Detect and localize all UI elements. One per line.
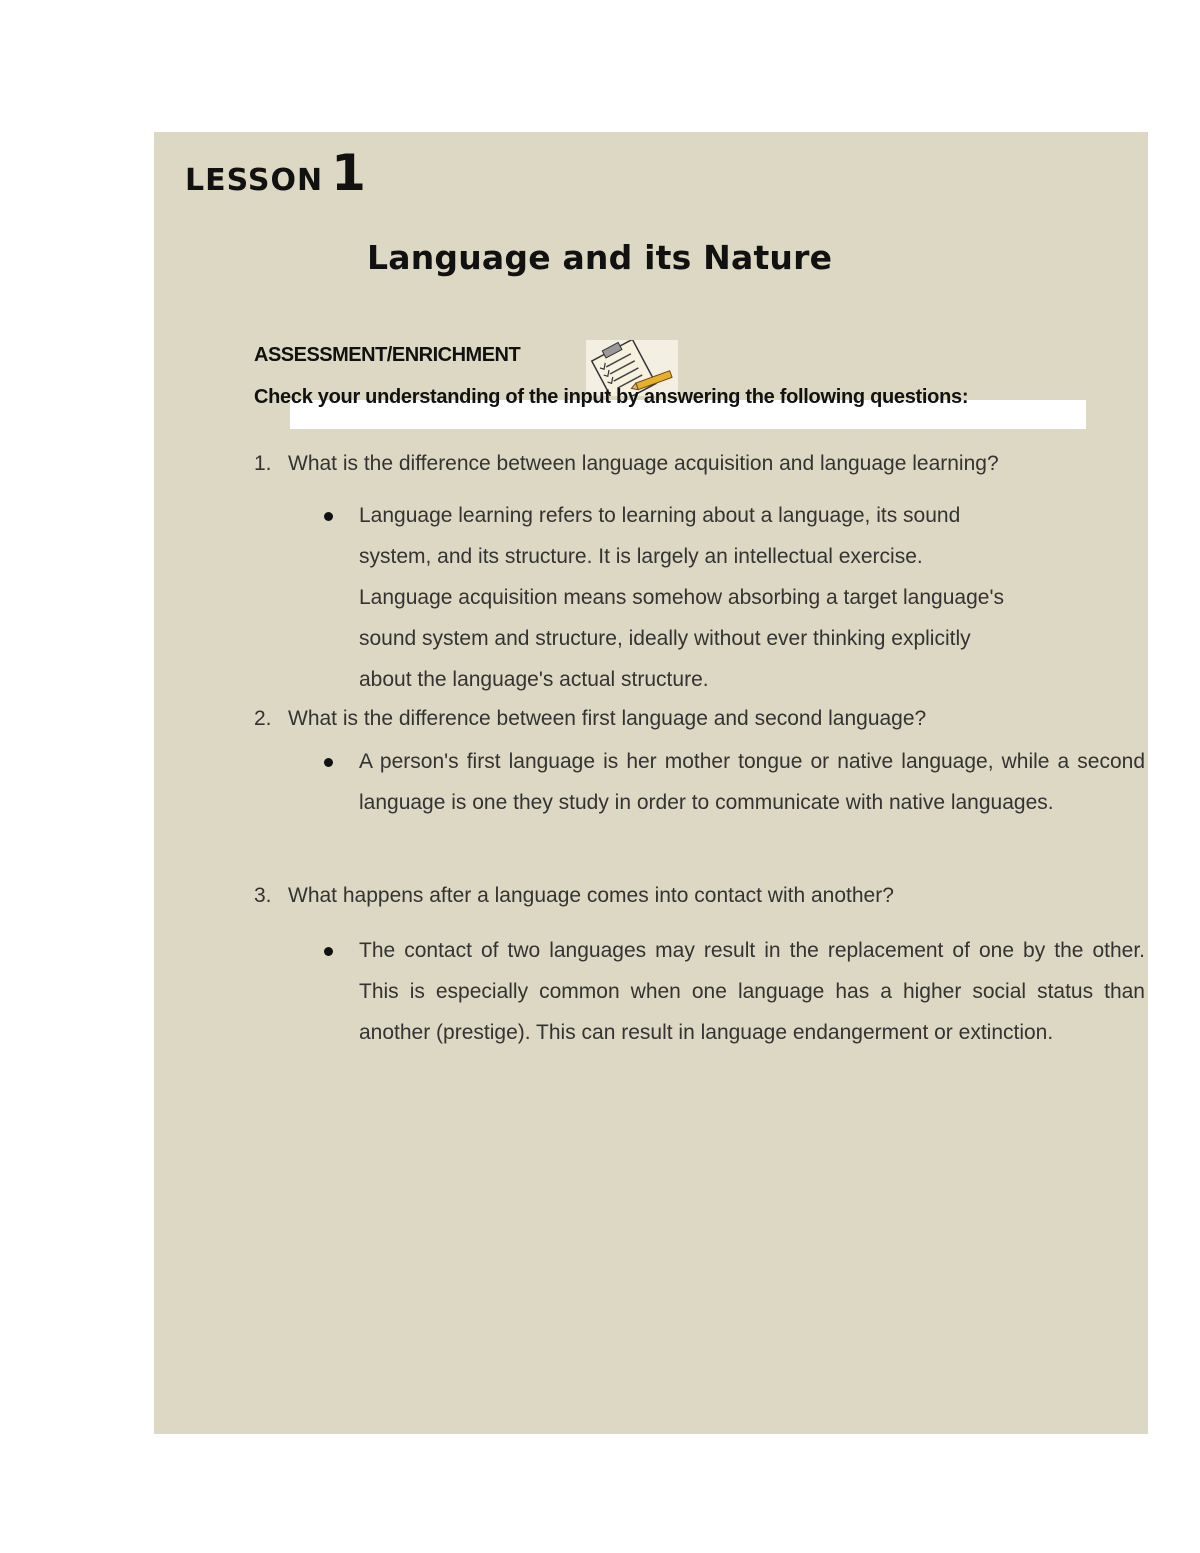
question-text: What happens after a language comes into contact with another? [288,884,894,907]
answer-line: Language acquisition means somehow absorbing a target language's [359,586,1004,609]
lesson-word: LESSON [185,163,324,198]
answer-line: Language learning refers to learning about a language, its sound [359,504,961,527]
bullet-icon [324,758,333,767]
question-number: 1. [254,452,272,475]
answer-1 [359,495,1145,700]
question-3 [254,884,894,908]
answer-line: about the language's actual structure. [359,668,709,691]
instruction-text: Check your understanding of the input by answering the following questions: [254,386,969,408]
answer-2: A person's first language is her mother tongue or native language, while a second language is one they study in order to communicate with native languages. [359,750,1145,814]
page-title: Language and its Nature [367,238,833,277]
bullet-icon [324,947,333,956]
bullet-icon [324,512,333,521]
question-number: 2. [254,707,272,730]
answer-line: system, and its structure. It is largely an intellectual exercise. [359,545,923,568]
lesson-label [185,144,366,202]
question-1 [254,452,999,476]
lesson-number: 1 [331,144,366,202]
answer-line: sound system and structure, ideally without ever thinking explicitly [359,627,971,650]
section-heading: ASSESSMENT/ENRICHMENT [254,344,521,366]
question-text: What is the difference between language acquisition and language learning? [288,452,999,475]
question-text: What is the difference between first language and second language? [288,707,927,730]
lesson-panel [154,132,1148,1434]
answer-3: The contact of two languages may result in the replacement of one by the other. This is especially common when one language has a higher social status than another (prestige). This can result in language endangerment or extinction. [359,939,1145,1044]
question-number: 3. [254,884,272,907]
question-2 [254,707,926,731]
